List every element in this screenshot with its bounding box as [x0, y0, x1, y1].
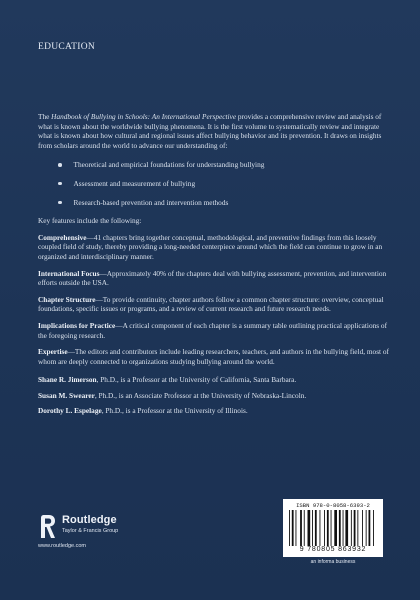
book-title: Handbook of Bullying in Schools: An International Perspective [51, 112, 237, 121]
barcode-stripe [308, 510, 311, 546]
bullet-text: Assessment and measurement of bullying [73, 178, 196, 188]
bullet-icon [58, 182, 62, 186]
barcode-stripe [354, 510, 356, 546]
routledge-logo-icon [38, 514, 58, 540]
bullet-icon [58, 201, 62, 205]
author-name: Dorothy L. Espelage [38, 406, 102, 416]
intro-after: provides a comprehensive review and analysis of what is known about the worldwide bullying phenomena. It is the first volume to systematically review and integrate what is known about how cultural and regional issues affect bullying behavior and its prevention. It draws on insights from scholars around the world to advance our understanding of: [38, 112, 382, 150]
feature-international-focus [38, 269, 390, 288]
author-bio-text: , Ph.D., is an Associate Professor at the University of Nebraska-Lincoln. [94, 390, 307, 400]
barcode-stripe [289, 510, 290, 546]
barcode-stripe [320, 510, 321, 546]
barcode-stripe [292, 510, 294, 546]
feature-label: Chapter Structure [38, 294, 96, 304]
barcode-stripe [345, 510, 348, 546]
intro-before: The [38, 112, 52, 121]
barcode-stripe [296, 510, 297, 546]
bullet-item [38, 160, 390, 170]
author-bio-text: , Ph.D., is a Professor at the University of California, Santa Barbara. [96, 375, 297, 385]
feature-text: —41 chapters bring together conceptual, methodological, and preventive findings from this loosely coupled field of study, thereby providing a long-needed centerpiece around which the field can continue to grow in an organized and interdisciplinary manner. [38, 232, 383, 261]
author-bio [38, 406, 390, 416]
barcode-stripe [312, 510, 313, 546]
barcode-stripe [362, 510, 363, 546]
bullet-text: Theoretical and empirical foundations for understanding bullying [73, 160, 265, 170]
feature-implications [38, 321, 390, 340]
bullet-item [38, 198, 390, 208]
barcode-stripe [300, 510, 302, 546]
feature-label: Comprehensive [38, 232, 87, 242]
author-bio [38, 375, 390, 385]
bullet-list [38, 160, 390, 207]
isbn-text: ISBN 978-0-8058-6393-2 [296, 502, 370, 509]
bullet-text: Research-based prevention and intervention methods [73, 197, 229, 207]
barcode-stripe [331, 510, 332, 546]
barcode-stripe [324, 510, 325, 546]
feature-label: Implications for Practice [38, 320, 116, 330]
barcode-number: 9 780805 863932 [299, 546, 367, 553]
barcode-stripe [334, 510, 337, 546]
category-label: EDUCATION [38, 42, 96, 52]
barcode-stripe [357, 510, 358, 546]
barcode-stripe [304, 510, 305, 546]
author-name: Shane R. Jimerson [38, 375, 97, 385]
author-bios [38, 375, 390, 416]
barcode-bars [289, 510, 377, 546]
bullet-item [38, 179, 390, 189]
publisher-group: Taylor & Francis Group [62, 528, 119, 534]
barcode-stripe [343, 510, 344, 546]
barcode-stripe [315, 510, 317, 546]
cover-text [38, 112, 390, 422]
feature-label: International Focus [38, 268, 100, 278]
barcode-stripe [351, 510, 352, 546]
publisher-logo-block [38, 514, 168, 554]
barcode-stripe [369, 510, 371, 546]
feature-text: —Approximately 40% of the chapters deal with bullying assessment, prevention, and intervention efforts outside the USA. [38, 268, 387, 288]
feature-chapter-structure [38, 295, 390, 314]
bullet-icon [58, 163, 62, 167]
barcode [283, 499, 383, 557]
feature-text: —The editors and contributors include leading researchers, teachers, and authors in the bullying field, most of whom are deeply connected to organizations studying bullying around the world. [38, 347, 389, 366]
feature-comprehensive [38, 233, 390, 262]
feature-text: —A critical component of each chapter is a summary table outlining practical applications of the foregoing research. [38, 320, 387, 340]
publisher-name: Routledge [62, 514, 117, 526]
author-bio-text: , Ph.D., is a Professor at the University of Illinois. [101, 406, 248, 416]
key-features-intro: Key features include the following: [38, 216, 142, 226]
feature-text: —To provide continuity, chapter authors follow a common chapter structure: overview, conceptual foundations, specific issues or programs, and a review of current research and future research needs. [38, 294, 384, 314]
publisher-url: www.routledge.com [38, 543, 86, 549]
intro-paragraph [38, 112, 390, 150]
barcode-stripe [373, 510, 374, 546]
feature-label: Expertise [38, 347, 68, 357]
author-bio [38, 391, 390, 401]
barcode-stripe [327, 510, 329, 546]
author-name: Susan M. Swearer [38, 390, 95, 400]
informa-business: an informa business [310, 559, 356, 565]
barcode-stripe [366, 510, 367, 546]
feature-expertise [38, 347, 390, 366]
barcode-stripe [339, 510, 341, 546]
